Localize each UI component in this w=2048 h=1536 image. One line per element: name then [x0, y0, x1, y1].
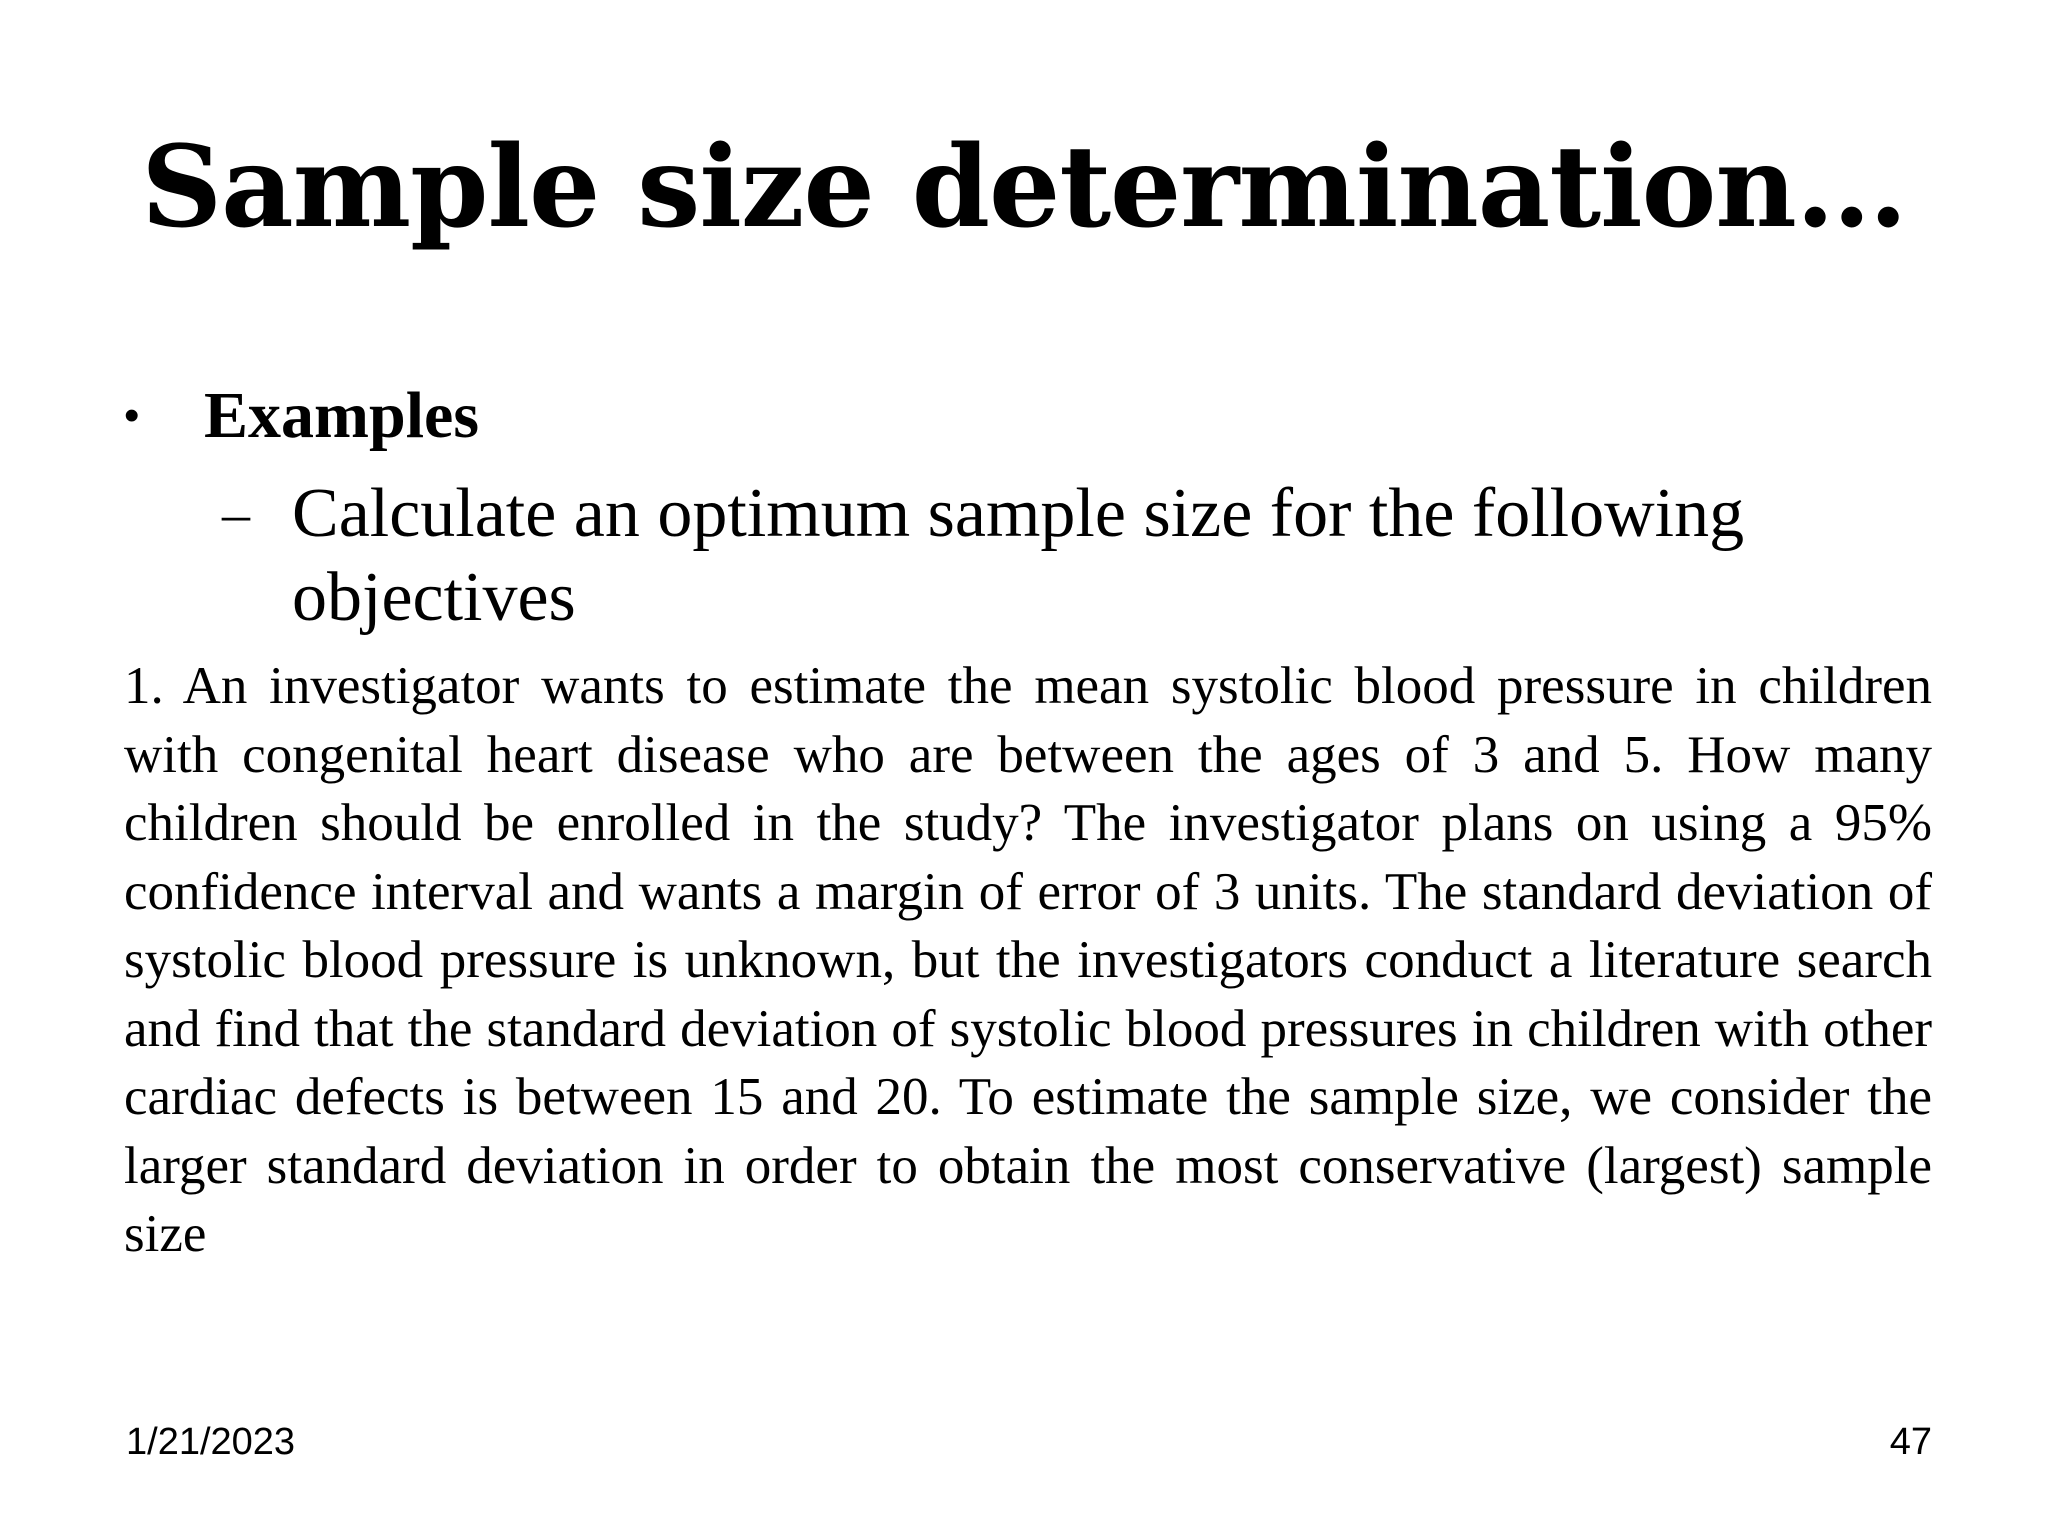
bullet-item-examples	[124, 376, 1924, 456]
bullet-dot-icon: •	[124, 391, 140, 440]
example-paragraph: 1. An investigator wants to estimate the mean systolic blood pressure in children with congenital heart disease who are between the ages of 3 and 5. How many children should be enrolled in the study? The investigator plans on using a 95% confidence interval and wants a margin of error of 3 units. The standard deviation of systolic blood pressure is unknown, but the investigators conduct a literature search and find that the standard deviation of systolic blood pressures in children with other cardiac defects is between 15 and 20. To estimate the sample size, we consider the larger standard deviation in order to obtain the most conservative (largest) sample size	[124, 657, 1932, 1263]
bullet-text: Examples	[204, 379, 480, 452]
sub-bullet-text: Calculate an optimum sample size for the following objectives	[292, 475, 1745, 636]
footer-date: 1/21/2023	[126, 1421, 296, 1463]
en-dash-icon: –	[222, 483, 250, 545]
slide-title: Sample size determination…	[141, 122, 1907, 253]
footer-page-number: 47	[1889, 1421, 1932, 1463]
